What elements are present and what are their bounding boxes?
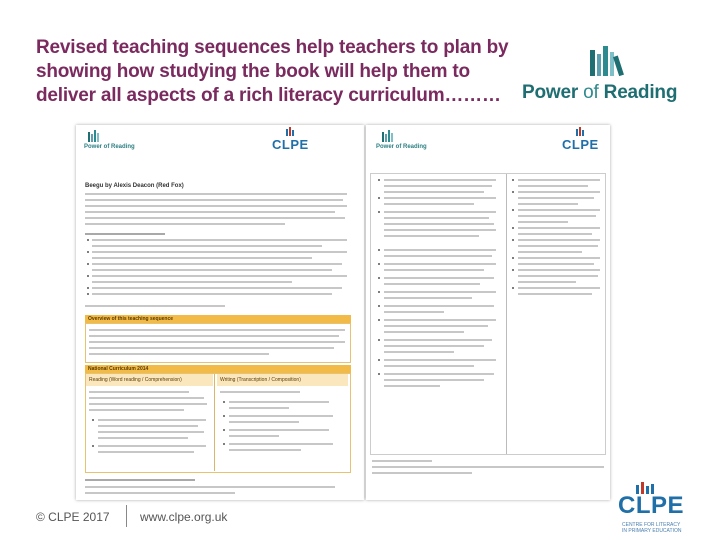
bullet [512,191,514,193]
text-line [384,235,479,237]
text-line [220,391,300,393]
mini-clpe-bars [284,127,304,137]
bullet [378,249,380,251]
text-line [89,409,184,411]
mini-bookshelf-icon [86,129,106,143]
bullet [378,339,380,341]
text-line [229,415,333,417]
mini-por-logo: Power of Reading [84,144,135,150]
bullet [378,277,380,279]
document-page-left [76,125,364,500]
text-line [384,277,494,279]
overview-heading-bar [85,315,351,323]
text-line [372,472,472,474]
bullet [87,293,89,295]
bullet [378,263,380,265]
text-line [92,239,347,241]
text-line [384,311,444,313]
bullet [87,239,89,241]
brand-reading: Reading [603,82,678,103]
text-line [92,293,332,295]
text-line [384,345,484,347]
text-line [384,297,472,299]
title-line-3: deliver all aspects of a rich literacy curriculum……… [36,85,501,106]
text-line [518,281,576,283]
brand-of: of [583,82,599,103]
text-line [518,179,600,181]
text-line [92,269,332,271]
text-line [98,431,204,433]
title-line-1: Revised teaching sequences help teachers to plan by [36,37,509,58]
doc-title: Beegu by Alexis Deacon (Red Fox) [85,183,184,189]
text-line [384,291,496,293]
text-line [384,191,484,193]
text-line [85,305,225,307]
brand-wordmark [522,82,677,104]
text-line [89,341,345,343]
text-line [85,486,335,488]
text-line [92,251,347,253]
bullet [87,275,89,277]
text-line [384,179,496,181]
bullet [378,359,380,361]
bullet [87,287,89,289]
text-line [98,437,188,439]
text-line [518,203,578,205]
text-line [89,397,204,399]
text-line [89,391,189,393]
bullet [512,179,514,181]
text-line [384,331,464,333]
footer-url: www.clpe.org.uk [140,510,228,524]
text-line [518,275,598,277]
text-line [384,305,494,307]
text-line [384,223,494,225]
text-line [518,287,600,289]
text-line [384,217,489,219]
text-line [518,257,600,259]
text-line [384,283,480,285]
bullet [378,197,380,199]
text-line [384,359,496,361]
text-line [384,339,492,341]
mini-clpe-logo: CLPE [272,137,309,152]
text-line [518,197,594,199]
bookshelf-icon [590,44,630,76]
text-line [85,193,347,195]
curriculum-heading: National Curriculum 2014 [88,366,149,372]
title-line-2: showing how studying the book will help them to [36,61,470,82]
bullet [512,287,514,289]
text-line [384,351,454,353]
text-line [518,215,596,217]
text-line [92,245,322,247]
text-line [229,435,279,437]
text-line [384,319,496,321]
clpe-subtitle-line-1: CENTRE FOR LITERACY [622,522,681,528]
bullet [378,373,380,375]
text-line [92,281,292,283]
text-line [384,269,484,271]
text-line [229,443,333,445]
text-line [518,191,600,193]
text-line [89,329,345,331]
bullet [92,445,94,447]
table-divider [214,374,215,471]
text-line [92,263,342,265]
text-line [98,451,194,453]
bullet [378,305,380,307]
writing-heading: Writing (Transcription / Composition) [217,374,348,386]
text-line [229,429,329,431]
bullet [378,291,380,293]
text-line [85,211,335,213]
bullet [512,209,514,211]
text-line [518,209,600,211]
footer-separator [126,505,127,527]
text-line [85,217,345,219]
bullet [378,319,380,321]
text-line [384,197,496,199]
text-line [518,293,592,295]
bullet [378,179,380,181]
text-line [92,287,342,289]
text-line [384,249,496,251]
text-line [518,269,600,271]
text-line [518,233,592,235]
bullet [512,257,514,259]
text-line [518,263,594,265]
text-line [98,425,198,427]
curriculum-heading-bar [85,365,351,373]
mini-clpe-bars [574,127,594,137]
text-line [98,445,206,447]
text-line [85,479,195,481]
mini-clpe-logo: CLPE [562,137,599,152]
bullet [87,251,89,253]
text-line [518,239,600,241]
overview-heading: Overview of this teaching sequence [88,316,174,322]
text-line [89,403,207,405]
text-line [518,227,600,229]
text-line [89,335,339,337]
bullet [223,401,225,403]
text-line [229,401,329,403]
bullet [223,429,225,431]
bullet [223,443,225,445]
text-line [85,233,165,235]
bullet [87,263,89,265]
text-line [372,460,432,462]
text-line [518,251,582,253]
mini-bookshelf-icon [380,129,400,143]
bullet [92,419,94,421]
clpe-wordmark: CLPE [618,492,685,519]
clpe-subtitle [622,522,681,534]
text-line [89,347,334,349]
bullet [223,415,225,417]
mini-por-logo: Power of Reading [376,144,427,150]
text-line [372,466,604,468]
text-line [229,407,289,409]
text-line [518,185,588,187]
text-line [384,385,440,387]
text-line [229,449,301,451]
text-line [384,211,496,213]
text-line [85,205,347,207]
text-line [384,379,484,381]
text-line [229,421,299,423]
text-line [384,365,474,367]
text-line [518,221,568,223]
curriculum-table [85,373,351,473]
text-line [85,223,285,225]
text-line [384,229,496,231]
text-line [384,373,494,375]
text-line [85,199,343,201]
text-line [384,185,492,187]
document-page-right [366,125,610,500]
footer-copyright: © CLPE 2017 [36,510,110,524]
clpe-subtitle-line-2: IN PRIMARY EDUCATION [622,528,682,534]
text-line [92,257,312,259]
text-line [89,353,269,355]
text-line [384,325,488,327]
reading-heading: Reading (Word reading / Comprehension) [86,374,213,386]
slide-title [36,36,536,108]
text-line [98,419,206,421]
text-line [92,275,347,277]
bullet [378,211,380,213]
clpe-logo [618,482,688,534]
power-of-reading-logo [520,44,690,104]
text-line [384,263,496,265]
brand-power: Power [522,82,579,103]
bullet [512,269,514,271]
bullet [512,239,514,241]
text-line [85,492,235,494]
text-line [384,255,492,257]
bullet [512,227,514,229]
text-line [518,245,598,247]
text-line [384,203,474,205]
